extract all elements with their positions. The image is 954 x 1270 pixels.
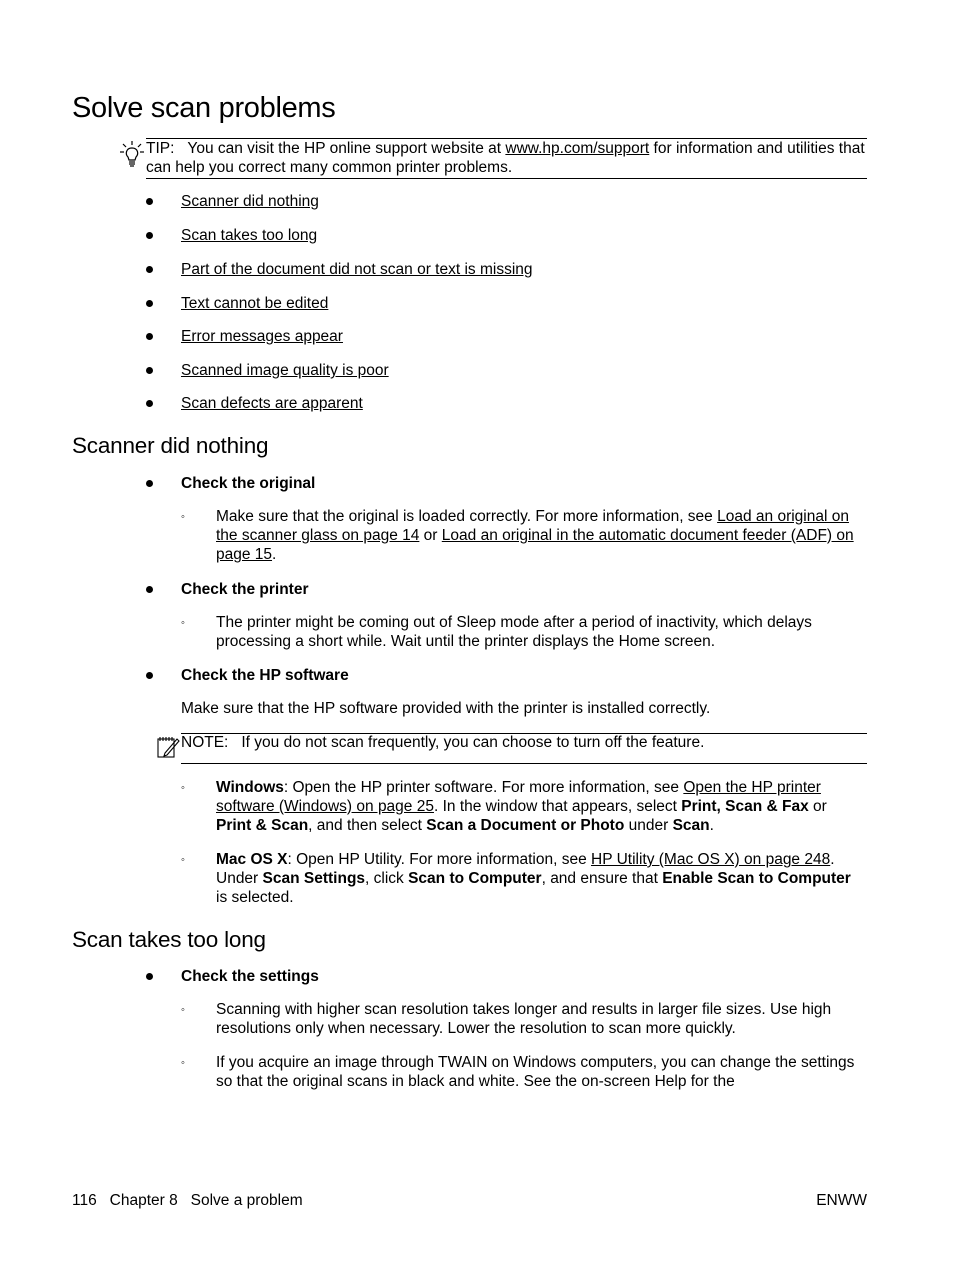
note-label: NOTE: — [181, 734, 229, 751]
toc-bullet — [146, 300, 153, 307]
list-bullet — [146, 973, 153, 980]
section-heading-scanner-did-nothing: Scanner did nothing — [72, 433, 269, 458]
sub-bullet: ◦ — [181, 854, 185, 866]
toc-bullet — [146, 400, 153, 407]
toc-link-error-messages[interactable]: Error messages appear — [181, 328, 343, 345]
sub-bullet: ◦ — [181, 1004, 185, 1016]
footer-right: ENWW — [816, 1192, 867, 1209]
note-block — [181, 733, 871, 752]
toc-link-scanner-did-nothing[interactable]: Scanner did nothing — [181, 193, 319, 210]
footer-page-number: 116 — [72, 1192, 97, 1209]
list-bullet — [146, 672, 153, 679]
check-printer-text: The printer might be coming out of Sleep mode after a period of inactivity, which delays processing a short while. Wait until the printer displays the Home screen. — [216, 614, 812, 650]
footer-chapter-title: Solve a problem — [190, 1192, 303, 1209]
tip-block — [146, 139, 868, 177]
toc-link-text-cannot-edit[interactable]: Text cannot be edited — [181, 295, 329, 312]
toc-link-scan-too-long[interactable]: Scan takes too long — [181, 227, 318, 244]
page-title: Solve scan problems — [72, 92, 336, 124]
toc-bullet — [146, 266, 153, 273]
sub-bullet: ◦ — [181, 617, 185, 629]
footer-left — [72, 1191, 303, 1210]
toc-link-document-not-scanned[interactable]: Part of the document did not scan or text is missing — [181, 261, 533, 278]
check-settings-text-1: Scanning with higher scan resolution takes longer and results in larger file sizes. Use high resolutions only when necessary. Lower the resolution to scan more quickly. — [216, 1001, 832, 1037]
toc-bullet — [146, 367, 153, 374]
windows-instructions: Windows: Open the HP printer software. For more information, see Open the HP printer software (Windows) on page 25. In the window that appears, select Print, Scan & Fax or Print & Scan, and then select Scan a Document or Photo under Scan. — [216, 779, 827, 834]
note-icon — [156, 735, 180, 759]
check-settings-label: Check the settings — [181, 968, 319, 985]
footer-chapter: Chapter 8 — [109, 1192, 178, 1209]
open-hp-printer-software-link[interactable]: Open the HP printer software (Windows) on page 25 — [216, 779, 821, 815]
hp-support-link[interactable]: www.hp.com/support — [505, 140, 650, 157]
toc-bullet — [146, 232, 153, 239]
check-settings-text-2: If you acquire an image through TWAIN on Windows computers, you can change the settings so that the original scans in black and white. See the on-screen Help for the — [216, 1054, 855, 1090]
check-printer-label: Check the printer — [181, 581, 309, 598]
tip-text-before: You can visit the HP online support website at — [187, 140, 506, 157]
toc-bullet — [146, 333, 153, 340]
sub-bullet: ◦ — [181, 511, 185, 523]
load-original-glass-link[interactable]: Load an original on the scanner glass on page 14 — [216, 508, 849, 544]
list-bullet — [146, 480, 153, 487]
toc-link-scan-defects[interactable]: Scan defects are apparent — [181, 395, 363, 412]
lightbulb-icon — [119, 140, 145, 168]
section-heading-scan-too-long: Scan takes too long — [72, 927, 266, 952]
toc-link-image-quality[interactable]: Scanned image quality is poor — [181, 362, 389, 379]
sub-bullet: ◦ — [181, 1057, 185, 1069]
note-bottom-rule — [181, 763, 867, 764]
check-original-label: Check the original — [181, 475, 316, 492]
mac-instructions: Mac OS X: Open HP Utility. For more information, see HP Utility (Mac OS X) on page 248. Under Scan Settings, click Scan to Computer, and ensure that Enable Scan to Computer is selected. — [216, 851, 851, 906]
tip-text-after: for information and utilities that can help you correct many common printer problems. — [146, 140, 865, 176]
hp-utility-link[interactable]: HP Utility (Mac OS X) on page 248 — [591, 851, 831, 868]
check-software-label: Check the HP software — [181, 667, 349, 684]
check-software-text: Make sure that the HP software provided with the printer is installed correctly. — [181, 700, 711, 717]
load-original-adf-link[interactable]: Load an original in the automatic document feeder (ADF) on page 15 — [216, 527, 854, 563]
tip-bottom-rule — [146, 178, 867, 179]
sub-bullet: ◦ — [181, 782, 185, 794]
check-original-text: Make sure that the original is loaded correctly. For more information, see Load an original on the scanner glass on page 14 or Load an original in the automatic document feeder (ADF) on page 15. — [216, 508, 854, 563]
note-text: If you do not scan frequently, you can choose to turn off the feature. — [241, 734, 705, 751]
tip-label: TIP: — [146, 140, 175, 157]
toc-bullet — [146, 198, 153, 205]
list-bullet — [146, 586, 153, 593]
